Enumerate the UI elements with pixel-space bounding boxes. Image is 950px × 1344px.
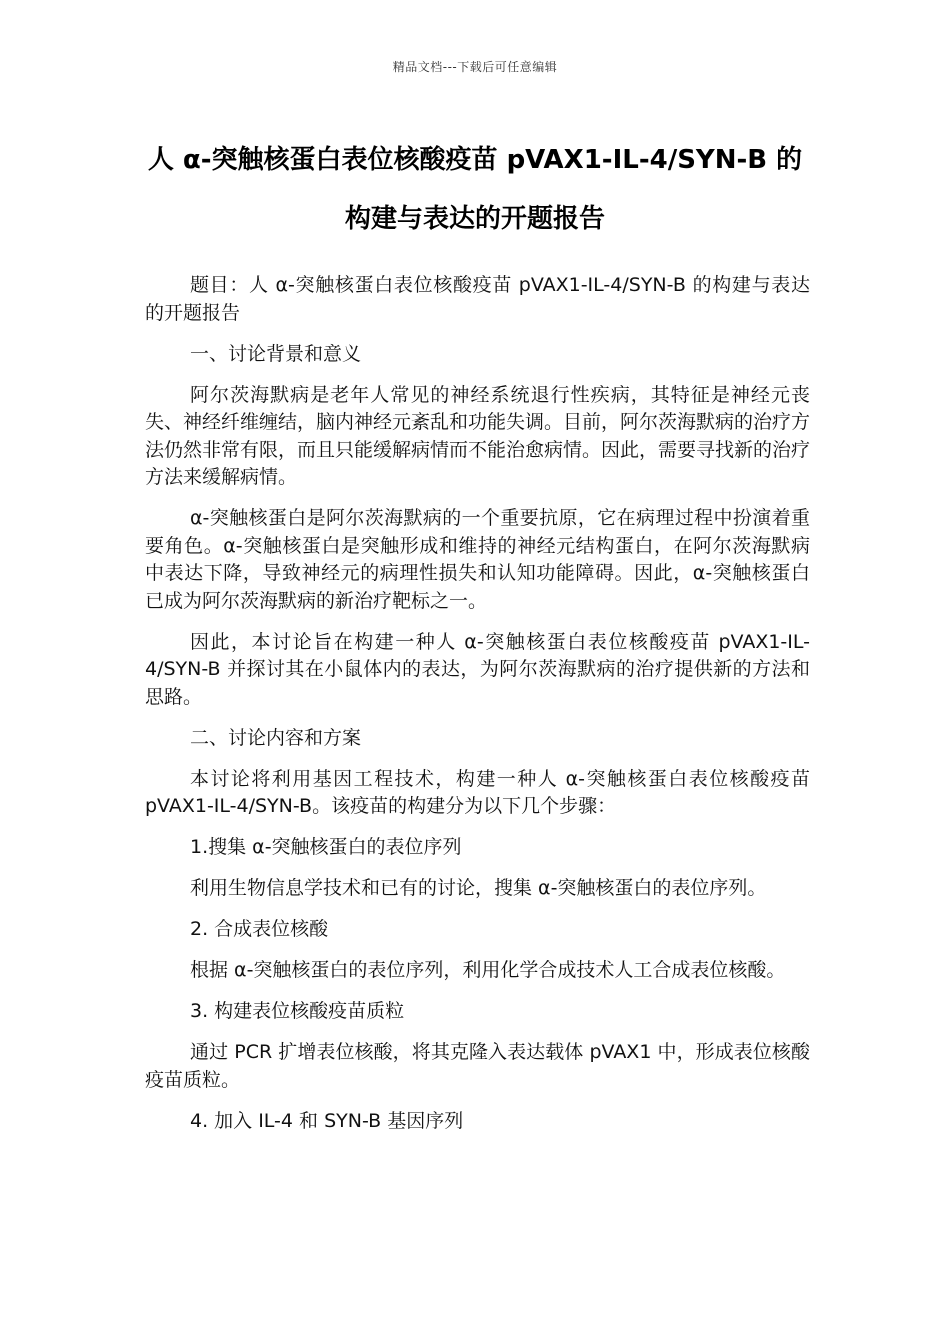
section-heading-content: 二、讨论内容和方案 [190, 726, 362, 749]
step-text-3: 通过 PCR 扩增表位核酸，将其克隆入表达载体 pVAX1 中，形成表位核酸疫苗质粒。 [145, 1041, 810, 1091]
step-text-2: 根据 α-突触核蛋白的表位序列，利用化学合成技术人工合成表位核酸。 [190, 959, 786, 981]
paragraph-background-3: 因此，本讨论旨在构建一种人 α-突触核蛋白表位核酸疫苗 pVAX1-IL-4/SYN-B 并探讨其在小鼠体内的表达，为阿尔茨海默病的治疗提供新的方法和思路。 [145, 630, 810, 708]
document-title-line-2: 构建与表达的开题报告 [344, 204, 605, 234]
document-title-line-1: 人 α-突触核蛋白表位核酸疫苗 pVAX1-IL-4/SYN-B 的 [147, 145, 803, 175]
header-note: 精品文档---下载后可任意编辑 [392, 60, 558, 74]
step-text-1: 利用生物信息学技术和已有的讨论，搜集 α-突触核蛋白的表位序列。 [190, 877, 767, 899]
step-heading-4: 4. 加入 IL-4 和 SYN-B 基因序列 [190, 1109, 464, 1132]
step-heading-1: 1.搜集 α-突触核蛋白的表位序列 [190, 836, 462, 858]
paragraph-background-1: 阿尔茨海默病是老年人常见的神经系统退行性疾病，其特征是神经元丧失、神经纤维缠结，脑内神经元紊乱和功能失调。目前，阿尔茨海默病的治疗方法仍然非常有限，而且只能缓解病情而不能治愈病情。因此，需要寻找新的治疗方法来缓解病情。 [145, 383, 811, 488]
step-heading-2: 2. 合成表位核酸 [190, 918, 329, 940]
paragraph-content-intro: 本讨论将利用基因工程技术，构建一种人 α-突触核蛋白表位核酸疫苗 pVAX1-IL-4/SYN-B。该疫苗的构建分为以下几个步骤： [145, 767, 810, 817]
document-body [145, 272, 810, 1149]
paragraph-background-2: α-突触核蛋白是阿尔茨海默病的一个重要抗原，它在病理过程中扮演着重要角色。α-突触核蛋白是突触形成和维持的神经元结构蛋白，在阿尔茨海默病中表达下降，导致神经元的病理性损失和认知功能障碍。因此，α-突触核蛋白已成为阿尔茨海默病的新治疗靶标之一。 [145, 507, 810, 612]
paragraph-topic: 题目：人 α-突触核蛋白表位核酸疫苗 pVAX1-IL-4/SYN-B 的构建与表达的开题报告 [145, 274, 810, 324]
step-heading-3: 3. 构建表位核酸疫苗质粒 [190, 1000, 405, 1022]
section-heading-background: 一、讨论背景和意义 [190, 342, 362, 365]
